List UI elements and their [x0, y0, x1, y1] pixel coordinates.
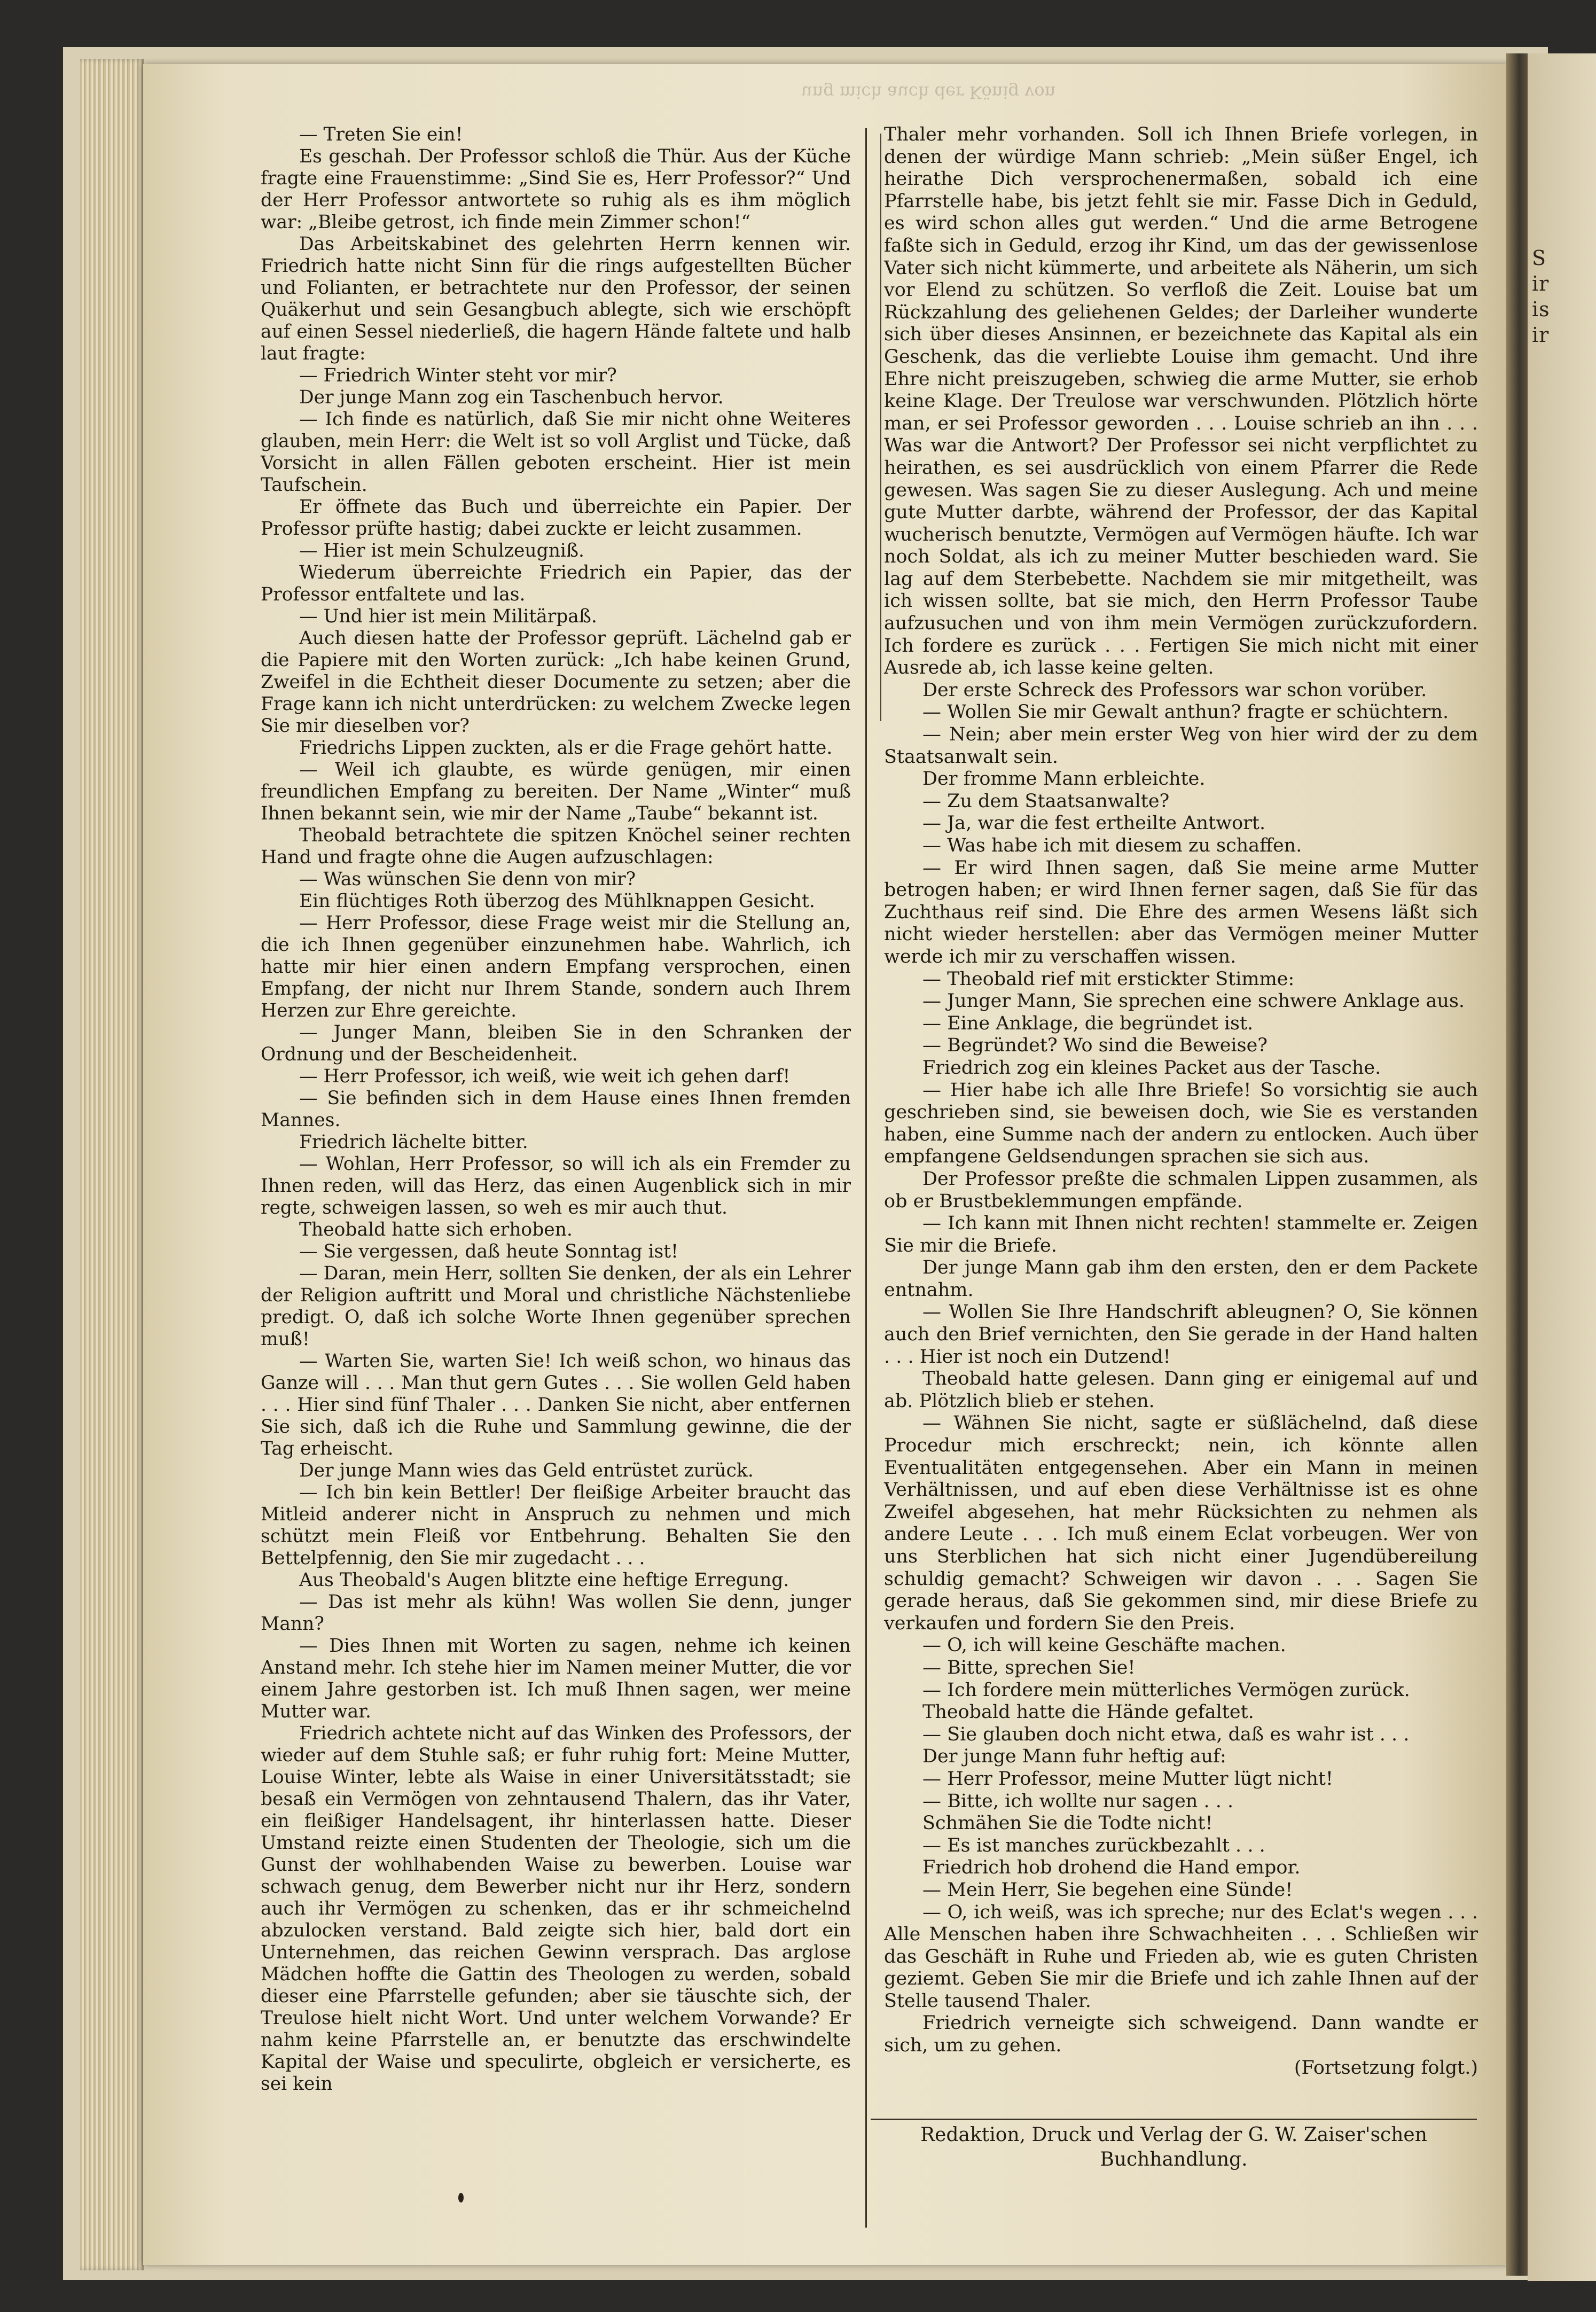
paragraph: — Mein Herr, Sie begehen eine Sünde! [922, 1879, 1293, 1901]
facing-page-fragment: S [1532, 246, 1547, 270]
paragraph: — Nein; aber mein erster Weg von hier wird der zu dem Staatsanwalt sein. [884, 724, 1478, 768]
paragraph: Das Arbeitskabinet des gelehrten Herrn kennen wir. Friedrich hatte nicht Sinn für die rings aufgestellten Bücher und Folianten, er betrachtete nur den Professor, der seinen Quäkerhut und sein Gesangbuch ablegte, sich wie erschöpft auf einen Sessel niederließ, die hagern Hände faltete und halb laut fragte: [261, 233, 851, 364]
paragraph: Der Professor preßte die schmalen Lippen zusammen, als ob er Brustbeklemmungen empfände. [884, 1168, 1478, 1212]
paragraph: — Hier habe ich alle Ihre Briefe! So vorsichtig sie auch geschrieben sind, sie beweisen doch, wie Sie es verstanden haben, eine Summe nach der andern zu entlocken. Auch über empfangene Geldsendungen sprachen sie sich aus. [884, 1079, 1478, 1168]
paragraph: — Sie befinden sich in dem Hause eines Ihnen fremden Mannes. [261, 1088, 851, 1131]
facing-page-fragment: ir [1532, 323, 1550, 347]
paragraph: Der junge Mann fuhr heftig auf: [922, 1746, 1226, 1768]
paragraph: Auch diesen hatte der Professor geprüft. Lächelnd gab er die Papiere mit den Worten zurück: „Ich habe keinen Grund, Zweifel in die Echtheit dieser Documente zu setzen; aber die Frage kann ich nicht unterdrücken: zu welchem Zwecke legen Sie mir dieselben vor? [261, 628, 851, 737]
paragraph: — O, ich will keine Geschäfte machen. [922, 1635, 1286, 1657]
paragraph: — Herr Professor, diese Frage weist mir die Stellung an, die ich Ihnen gegenüber einzunehmen habe. Wahrlich, ich hatte mir hier einen andern Empfang versprochen, einen Empfang, der nicht nur Ihrem Stande, sondern auch Ihrem Herzen zur Ehre gereichte. [261, 912, 851, 1021]
paragraph: — Warten Sie, warten Sie! Ich weiß schon, wo hinaus das Ganze will . . . Man thut gern Gutes . . . Sie wollen Geld haben . . . Hier sind fünf Thaler . . . Danken Sie nicht, aber entfernen Sie sich, daß ich die Ruhe und Sammlung gewinne, die der Tag erheischt. [261, 1350, 851, 1459]
paragraph: Friedrichs Lippen zuckten, als er die Frage gehört hatte. [299, 737, 833, 759]
paragraph: — Junger Mann, Sie sprechen eine schwere Anklage aus. [922, 990, 1465, 1012]
imprint-line: Redaktion, Druck und Verlag der G. W. Zaiser'schen Buchhandlung. [920, 2124, 1427, 2170]
paragraph: Friedrich zog ein kleines Packet aus der Tasche. [922, 1057, 1381, 1079]
paragraph: — Zu dem Staatsanwalte? [922, 790, 1170, 812]
paragraph: — Herr Professor, meine Mutter lügt nicht! [922, 1768, 1333, 1790]
paragraph: — Was habe ich mit diesem zu schaffen. [922, 835, 1302, 856]
paragraph: Schmähen Sie die Todte nicht! [922, 1813, 1213, 1834]
paragraph: — Eine Anklage, die begründet ist. [922, 1012, 1254, 1034]
paragraph: — Ich bin kein Bettler! Der fleißige Arbeiter braucht das Mitleid anderer nicht in Anspruch zu nehmen und mich schützt mein Fleiß vor Entbehrung. Behalten Sie den Bettelpfennig, den Sie mir zugedacht . . . [261, 1482, 851, 1569]
paragraph: Friedrich verneigte sich schweigend. Dann wandte er sich, um zu gehen. [884, 2012, 1478, 2057]
paragraph: — Theobald rief mit erstickter Stimme: [922, 968, 1295, 990]
facing-page-fragment: ir [1532, 272, 1550, 295]
paragraph: — Wohlan, Herr Professor, so will ich als ein Fremder zu Ihnen reden, will das Herz, das einen Augenblick sich in mir regte, schweigen lassen, so weh es mir auch thut. [261, 1153, 851, 1219]
paragraph: Friedrich hob drohend die Hand empor. [922, 1857, 1301, 1879]
paragraph: (Fortsetzung folgt.) [1294, 2057, 1478, 2079]
paragraph: — Und hier ist mein Militärpaß. [299, 606, 597, 627]
paragraph: — Ich fordere mein mütterliches Vermögen zurück. [922, 1679, 1410, 1701]
paragraph: Der erste Schreck des Professors war schon vorüber. [922, 679, 1427, 701]
paragraph: — Daran, mein Herr, sollten Sie denken, der als ein Lehrer der Religion auftritt und Moral und christliche Nächstenliebe predigt. O, daß ich solche Worte Ihnen gegenüber sprechen muß! [261, 1263, 851, 1350]
paragraph: Friedrich achtete nicht auf das Winken des Professors, der wieder auf dem Stuhle saß; er fuhr ruhig fort: Meine Mutter, Louise Winter, lebte als Waise in einer Universitätsstadt; sie besaß ein Vermögen von zehntausend Thalern, das ihr Vater, ein fleißiger Handelsagent, ihr hinterlassen hatte. Dieser Umstand reizte einen Studenten der Theologie, sich um die Gunst der wohlhabenden Waise zu bewerben. Louise war schwach genug, dem Bewerber nicht nur ihr Herz, sondern auch ihr Vermögen zu schenken, das er ihr schmeichelnd abzulocken verstand. Bald zeigte sich hier, bald dort ein Unternehmen, das reichen Gewinn versprach. Das arglose Mädchen hoffte die Gattin des Theologen zu werden, sobald dieser eine Pfarrstelle gefunden; aber sie täuschte sich, der Treulose hielt nicht Wort. Und unter welchem Vorwande? Er nahm keine Pfarrstelle an, er benutzte das erschwindelte Kapital der Waise und speculirte, obgleich er versicherte, es sei kein [261, 1723, 851, 2095]
paragraph: — Sie glauben doch nicht etwa, daß es wahr ist . . . [922, 1723, 1410, 1745]
paragraph: Der fromme Mann erbleichte. [922, 768, 1206, 790]
paragraph: — Ja, war die fest ertheilte Antwort. [922, 813, 1266, 834]
paragraph: Thaler mehr vorhanden. Soll ich Ihnen Briefe vorlegen, in denen der würdige Mann schrieb: „Mein süßer Engel, ich heirathe Dich versprochenermaßen, sobald ich eine Pfarrstelle habe, bis jetzt fehlt sie mir. Fasse Dich in Geduld, es wird schon alles gut werden.“ Und die arme Betrogene faßte sich in Geduld, erzog ihr Kind, um das der gewissenlose Vater sich nicht kümmerte, und arbeitete als Näherin, um sich vor Elend zu schützen. So verfloß die Zeit. Louise bat um Rückzahlung des geliehenen Geldes; der Darleiher wunderte sich über dieses Ansinnen, er bezeichnete das Kapital als ein Geschenk, das die verliebte Louise ihm gemacht. Und ihre Ehre nicht preiszugeben, schwieg die arme Mutter, sie erhob keine Klage. Der Treulose war verschwunden. Plötzlich hörte man, er sei Professor geworden . . . Louise schrieb an ihn . . . Was war die Antwort? Der Professor sei nicht verpflichtet zu heirathen, es sei ausdrücklich von einem Pfarrer die Rede gewesen. Was sagen Sie zu dieser Auslegung. Ach und meine gute Mutter darbte, während der Professor, der das Kapital wucherisch benutzte, Vermögen auf Vermögen häufte. Ich war noch Soldat, als ich zu meiner Mutter beschieden ward. Sie lag auf dem Sterbebette. Nachdem sie mir mitgetheilt, was ich wissen sollte, bat sie mich, den Herrn Professor Taube aufzusuchen und von ihm mein Vermögen zurückzufordern. Ich fordere es zurück . . . Fertigen Sie mich nicht mit einer Ausrede ab, ich lasse keine gelten. [884, 124, 1478, 679]
paragraph: — Bitte, sprechen Sie! [922, 1657, 1136, 1678]
paragraph: — Wollen Sie Ihre Handschrift ableugnen? O, Sie können auch den Brief vernichten, den Sie gerade in der Hand halten . . . Hier ist noch ein Dutzend! [884, 1301, 1478, 1368]
paragraph: — Sie vergessen, daß heute Sonntag ist! [299, 1241, 678, 1262]
paragraph: Theobald betrachtete die spitzen Knöchel seiner rechten Hand und fragte ohne die Augen aufzuschlagen: [261, 825, 851, 868]
paragraph: — Hier ist mein Schulzeugniß. [299, 540, 584, 561]
right-column [884, 124, 1478, 2079]
paragraph: Wiederum überreichte Friedrich ein Papier, das der Professor entfaltete und las. [261, 562, 851, 605]
paragraph: — Ich kann mit Ihnen nicht rechten! stammelte er. Zeigen Sie mir die Briefe. [884, 1213, 1478, 1256]
paragraph: Der junge Mann wies das Geld entrüstet zurück. [299, 1460, 754, 1481]
paragraph: — Wollen Sie mir Gewalt anthun? fragte er schüchtern. [922, 701, 1449, 723]
paragraph: Theobald hatte sich erhoben. [299, 1219, 573, 1240]
paragraph: Theobald hatte die Hände gefaltet. [922, 1701, 1254, 1723]
paragraph: — O, ich weiß, was ich spreche; nur des Eclat's wegen . . . Alle Menschen haben ihre Schwachheiten . . . Schließen wir das Geschäft in Ruhe und Frieden ab, wie es guten Christen geziemt. Geben Sie mir die Briefe und ich zahle Ihnen auf der Stelle tausend Thaler. [884, 1901, 1478, 2012]
paragraph: Friedrich lächelte bitter. [299, 1131, 528, 1153]
paragraph: — Herr Professor, ich weiß, wie weit ich gehen darf! [299, 1066, 791, 1087]
ink-spot [458, 2193, 464, 2202]
paragraph: — Das ist mehr als kühn! Was wollen Sie denn, junger Mann? [261, 1591, 851, 1635]
paragraph: — Was wünschen Sie denn von mir? [299, 869, 636, 890]
paragraph: Aus Theobald's Augen blitzte eine heftige Erregung. [299, 1569, 789, 1591]
paragraph-rule [880, 134, 881, 721]
paragraph: — Ich finde es natürlich, daß Sie mir nicht ohne Weiteres glauben, mein Herr: die Welt ist so voll Arglist und Tücke, daß Vorsicht in allen Fällen geboten erscheint. Hier ist mein Taufschein. [261, 409, 851, 496]
paragraph: Es geschah. Der Professor schloß die Thür. Aus der Küche fragte eine Frauenstimme: „Sind Sie es, Herr Professor?“ Und der Herr Professor antwortete so ruhig als es ihm möglich war: „Bleibe getrost, ich finde mein Zimmer schon!“ [261, 146, 851, 233]
paragraph: Der junge Mann zog ein Taschenbuch hervor. [299, 387, 724, 408]
show-through-text: ung mich auch der König von [801, 82, 1056, 103]
book-gutter [1506, 53, 1528, 2276]
paragraph: — Wähnen Sie nicht, sagte er süßlächelnd, daß diese Procedur mich erschreckt; nein, ich könnte allen Eventualitäten entgegensehen. Aber ein Mann in meinen Verhältnissen, und auf eben diese Verhältnisse ist es ohne Zweifel abgesehen, hat mehr Rücksichten zu nehmen als andere Leute . . . Ich muß einem Eclat vorbeugen. Wer von uns Sterblichen hat sich nicht einer Jugendübereilung schuldig gemacht? Schweigen wir davon . . . Sagen Sie gerade heraus, daß Sie gekommen sind, mir diese Briefe zu verkaufen und fordern Sie den Preis. [884, 1412, 1478, 1634]
paragraph: — Er wird Ihnen sagen, daß Sie meine arme Mutter betrogen haben; er wird Ihnen ferner sagen, daß Sie für das Zuchthaus reif sind. Die Ehre des armen Wesens läßt sich nicht wieder herstellen: aber das Vermögen meiner Mutter werde ich mir zu verschaffen wissen. [884, 857, 1478, 967]
facing-page-edge [1528, 53, 1596, 2281]
paragraph: — Weil ich glaubte, es würde genügen, mir einen freundlichen Empfang zu bereiten. Der Name „Winter“ muß Ihnen bekannt sein, wie mir der Name „Taube“ bekannt ist. [261, 759, 851, 824]
paragraph: Er öffnete das Buch und überreichte ein Papier. Der Professor prüfte hastig; dabei zuckte er leicht zusammen. [261, 496, 851, 540]
footer-rule [871, 2119, 1477, 2120]
paragraph: — Dies Ihnen mit Worten zu sagen, nehme ich keinen Anstand mehr. Ich stehe hier im Namen meiner Mutter, die vor einem Jahre gestorben ist. Ich muß Ihnen sagen, wer meine Mutter war. [261, 1635, 851, 1722]
paragraph: — Treten Sie ein! [299, 124, 463, 145]
paragraph: — Begründet? Wo sind die Beweise? [922, 1035, 1268, 1057]
column-rule [865, 128, 867, 2228]
page-edge-stack [80, 59, 144, 2270]
paragraph: — Junger Mann, bleiben Sie in den Schranken der Ordnung und der Bescheidenheit. [261, 1022, 851, 1065]
paragraph: Der junge Mann gab ihm den ersten, den er dem Packete entnahm. [884, 1257, 1478, 1301]
paragraph: Ein flüchtiges Roth überzog des Mühlknappen Gesicht. [299, 891, 815, 912]
paragraph: — Friedrich Winter steht vor mir? [299, 365, 617, 386]
left-column [261, 124, 851, 2095]
paragraph: — Es ist manches zurückbezahlt . . . [922, 1834, 1265, 1856]
facing-page-fragment: is [1532, 298, 1550, 321]
paragraph: Theobald hatte gelesen. Dann ging er einigemal auf und ab. Plötzlich blieb er stehen. [884, 1368, 1478, 1412]
paragraph: — Bitte, ich wollte nur sagen . . . [922, 1790, 1234, 1812]
